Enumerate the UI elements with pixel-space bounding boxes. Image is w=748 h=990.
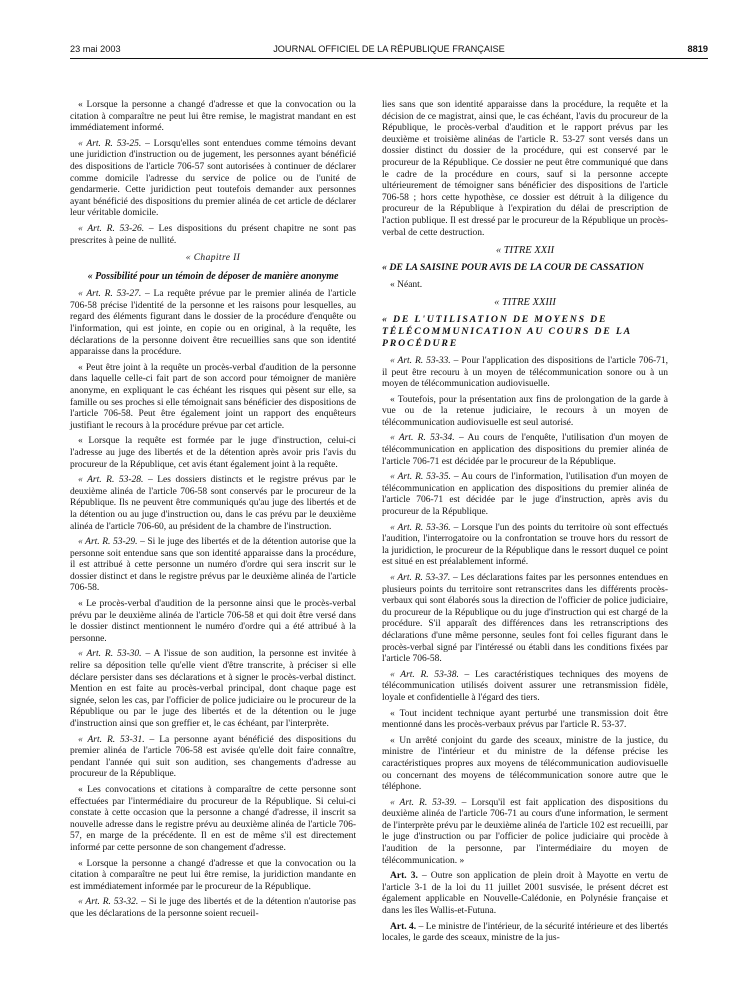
article-paragraph — [70, 224, 356, 247]
article-ref: « Art. R. 53-39. — [390, 797, 457, 808]
article-paragraph — [382, 523, 668, 569]
article-text: – Lorsqu'il est fait application des dispositions du deuxième alinéa de l'article 706-71 au cours d'une information, le serment de l'interprète prévu par le deuxième alinéa de l'article 102 est recueilli, par le juge d'instruction ou par l'officier de police judiciaire qui procède à l'audition de la personne, par l'intermédiaire du moyen de télécommunication. » — [382, 797, 668, 866]
journal-title: JOURNAL OFFICIEL DE LA RÉPUBLIQUE FRANÇAISE — [273, 44, 505, 54]
article-ref: « Art. R. 53-32. — [78, 897, 139, 908]
article-text: – Lorsqu'elles sont entendues comme témoins devant une juridiction d'instruction ou de jugement, les personnes ayant bénéficié des dispositions de l'article 706-57 sont autorisées à continuer de déclarer comme domicile l'adresse du service de police ou de l'unité de gendarmerie. Cette juridiction peut toutefois demander aux personnes ayant bénéficié des dispositions du premier alinéa de cet article de déclarer leur véritable domicile. — [70, 138, 356, 219]
paragraph: « Le procès-verbal d'audition de la personne ainsi que le procès-verbal prévu par le deuxième alinéa de l'article 706-58 et qui doit être versé dans le dossier distinct mentionnent le numéro d'ordre qui a été attribué à la personne. — [70, 599, 356, 644]
article-text: – Au cours de l'enquête, l'utilisation d'un moyen de télécommunication en application des dispositions du premier alinéa de l'article 706-71 est décidée par le procureur de la République. — [382, 433, 669, 467]
titre-heading: « TITRE XXIII — [494, 297, 556, 309]
article-paragraph — [382, 573, 668, 666]
article-paragraph — [70, 897, 356, 920]
article-ref: « Art. R. 53-34. — [390, 433, 455, 444]
decree-article-label: Art. 3. — [390, 871, 418, 882]
article-text: – Les caractéristiques techniques des moyens de télécommunication utilisés doivent assurer une retransmission fidèle, loyale et confidentielle à l'égard des tiers. — [382, 669, 668, 703]
article-paragraph — [382, 472, 668, 518]
decree-article — [382, 871, 668, 917]
article-ref: « Art. R. 53-28. — [78, 475, 144, 486]
article-paragraph — [70, 289, 356, 359]
page-header — [70, 44, 708, 59]
article-ref: « Art. R. 53-35. — [390, 472, 451, 483]
article-paragraph — [70, 735, 356, 781]
article-text: – La personne ayant bénéficié des dispositions du premier alinéa de l'article 706-58 est avisée qu'elle doit faire connaître, pendant l'année qui suit son audition, ses changements d'adresse au procureur de la République. — [70, 734, 356, 780]
article-ref: « Art. R. 53-25. — [78, 138, 142, 149]
article-text: – Les dispositions du présent chapitre ne sont pas prescrites à peine de nullité. — [70, 223, 357, 246]
paragraph: « Peut être joint à la requête un procès-verbal d'audition de la personne dans laquelle celle-ci fait part de son accord pour témoigner de manière anonyme, en expliquant le cas échéant les risques qui pèsent sur elle, sa famille ou ses proches si elle témoignait sans bénéficier des dispositions de l'article 706-58. Peut être également joint un rapport des enquêteurs justifiant le recours à la procédure prévue par cet article. — [70, 362, 356, 431]
article-ref: « Art. R. 53-31. — [78, 734, 145, 745]
article-paragraph — [382, 670, 668, 705]
article-text: – Lorsque l'un des points du territoire où sont effectués l'audition, l'interrogatoire ou la confrontation se trouve hors du ressort de la juridiction, le procureur de la République dans le ressort duquel ce point est situé en est préalablement informé. — [382, 522, 668, 568]
paragraph: « Lorsque la personne a changé d'adresse et que la convocation ou la citation à comparaître ne peut lui être remise, le magistrat mandant en est immédiatement informé. — [70, 100, 356, 134]
paragraph: « Lorsque la requête est formée par le juge d'instruction, celui-ci l'adresse au juge des libertés et de la détention après avoir pris l'avis du procureur de la République, cet avis étant également joint à la requête. — [70, 436, 356, 470]
article-text: – Pour l'application des dispositions de l'article 706-71, il peut être recouru à un moyen de télécommunication sonore ou à un moyen de télécommunication audiovisuelle. — [382, 355, 669, 390]
paragraph: « Lorsque la personne a changé d'adresse et que la convocation ou la citation à comparaître ne peut lui être remise, la juridiction mandante en est immédiatement informée par le procureur de la République. — [70, 858, 356, 892]
chapter-heading: « Chapitre II — [185, 253, 241, 264]
article-ref: « Art. R. 53-27. — [78, 289, 142, 300]
article-text: – Si le juge des libertés et de la détention autorise que la personne soit entendue sans que son identité apparaisse dans la procédure, il est attribué à cette personne un numéro d'ordre qui sera inscrit sur le dossier distinct et dans le registre prévus par le deuxième alinéa de l'article 706-58. — [70, 537, 356, 594]
paragraph: « Les convocations et citations à comparaître de cette personne sont effectuées par l'intermédiaire du procureur de la République. Si celui-ci constate à cette occasion que la personne a changé d'adresse, il inscrit sa nouvelle adresse dans le registre prévu au deuxième alinéa de l'article 706-57, en marge de la précédente. Il en est de même s'il est directement informé par cette personne de son changement d'adresse. — [70, 784, 356, 853]
left-column — [70, 100, 356, 925]
article-paragraph — [382, 433, 668, 468]
titre-title: « DE L'UTILISATION DE MOYENS DE TÉLÉCOMMUNICATION AU COURS DE LA PROCÉDURE — [382, 313, 632, 349]
article-text: – Si le juge des libertés et de la détention n'autorise pas que les déclarations de la personne soient recueil- — [70, 897, 356, 919]
article-ref: « Art. R. 53-33. — [390, 355, 451, 366]
article-ref: « Art. R. 53-30. — [78, 649, 142, 660]
article-paragraph — [382, 798, 668, 868]
article-ref: « Art. R. 53-38. — [390, 669, 459, 680]
paragraph: « Toutefois, pour la présentation aux fins de prolongation de la garde à vue ou de la retenue judiciaire, le recours à un moyen de télécommunication audiovisuelle est seul autorisé. — [382, 394, 668, 428]
article-paragraph — [70, 475, 356, 533]
article-text: – Les dossiers distincts et le registre prévus par le deuxième alinéa de l'article 706-58 sont conservés par le procureur de la République. Ils ne peuvent être communiqués qu'au juge des libertés et de la détention ou au juge d'instruction ou, dans le cas prévu par le deuxième alinéa de l'article 706-60, au président de la chambre de l'instruction. — [70, 475, 357, 532]
paragraph: « Un arrêté conjoint du garde des sceaux, ministre de la justice, du ministre de l'intérieur et du ministre de la défense précise les caractéristiques propres aux moyens de télécommunication audiovisuelle ou concernant des moyens de télécommunication sonore autre que le téléphone. — [382, 735, 668, 793]
decree-article — [382, 922, 668, 945]
right-column — [382, 100, 668, 949]
decree-article-text: – Le ministre de l'intérieur, de la sécurité intérieure et des libertés locales, le garde des sceaux, ministre de la jus- — [382, 921, 668, 944]
paragraph: « Néant. — [390, 279, 423, 290]
article-ref: « Art. R. 53-36. — [390, 522, 451, 533]
article-text: – La requête prévue par le premier alinéa de l'article 706-58 précise l'identité de la personne et les raisons pour lesquelles, au regard des éléments figurant dans le dossier de la procédure d'enquête ou l'information, qui est jointe, en copie ou en original, à la requête, les déclarations de la personne doivent être recueillies sans que son identité apparaisse dans la procédure. — [70, 289, 356, 358]
article-paragraph — [70, 537, 356, 595]
issue-date: 23 mai 2003 — [70, 44, 121, 54]
article-paragraph — [70, 649, 356, 730]
titre-title: « DE LA SAISINE POUR AVIS DE LA COUR DE CASSATION — [382, 261, 644, 273]
titre-heading: « TITRE XXII — [495, 245, 555, 257]
article-ref: « Art. R. 53-26. — [78, 223, 145, 234]
paragraph: « Tout incident technique ayant perturbé une transmission doit être mentionné dans les procès-verbaux prévus par l'article R. 53-37. — [382, 708, 668, 731]
page-number: 8819 — [687, 44, 708, 54]
article-text: – Les déclarations faites par les personnes entendues en plusieurs points du territoire sont retranscrites dans les différents procès-verbaux qui sont élaborés sous la direction de l'officier de police judiciaire, du procureur de la République ou du juge d'instruction qui est chargé de la procédure. S'il apparaît des différences dans les retranscriptions des déclarations d'une même personne, seules font foi celles figurant dans le procès-verbal signé par l'intéressé ou établi dans les conditions fixées par l'article 706-58. — [382, 573, 668, 665]
paragraph: lies sans que son identité apparaisse dans la procédure, la requête et la décision de ce magistrat, ainsi que, le cas échéant, l'avis du procureur de la République, le procès-verbal d'audition et le rapport prévus par les deuxième et troisième alinéas de l'article R. 53-27 sont versés dans un dossier distinct du dossier de la procédure, qui est conservé par le procureur de la République. Ce dossier ne peut être communiqué que dans le cadre de la procédure en cours, sauf si la personne accepte ultérieurement de témoigner sans bénéficier des dispositions de l'article 706-58 ; hors cette hypothèse, ce dossier est détruit à la diligence du procureur de la République à l'expiration du délai de prescription de l'action publique. Il est dressé par le procureur de la République un procès-verbal de cette destruction. — [382, 100, 668, 238]
article-text: – Au cours de l'information, l'utilisation d'un moyen de télécommunication en application des dispositions du premier alinéa de l'article 706-71 est décidée par le juge d'instruction, après avis du procureur de la République. — [382, 472, 669, 518]
article-text: – A l'issue de son audition, la personne est invitée à relire sa déposition telle qu'elle vient d'être transcrite, à préciser si elle déclare persister dans ses déclarations et à signer le procès-verbal distinct. Mention en est faite au procès-verbal principal, dont chaque page est signée, selon les cas, par l'officier de police judiciaire ou le procureur de la République ou par le juge des libertés et de la détention ou le juge d'instruction ainsi que son greffier et, le cas échéant, par l'interprète. — [70, 649, 356, 729]
article-ref: « Art. R. 53-37. — [390, 573, 451, 583]
article-paragraph — [382, 356, 668, 391]
chapter-title: « Possibilité pour un témoin de déposer de manière anonyme — [87, 270, 339, 282]
article-ref: « Art. R. 53-29. — [78, 537, 138, 548]
decree-article-text: – Outre son application de plein droit à Mayotte en vertu de l'article 3-1 de la loi du 11 juillet 2001 susvisée, le présent décret est également applicable en Nouvelle-Calédonie, en Polynésie française et dans les îles Wallis-et-Futuna. — [382, 871, 668, 917]
article-paragraph — [70, 139, 356, 220]
decree-article-label: Art. 4. — [390, 921, 417, 932]
